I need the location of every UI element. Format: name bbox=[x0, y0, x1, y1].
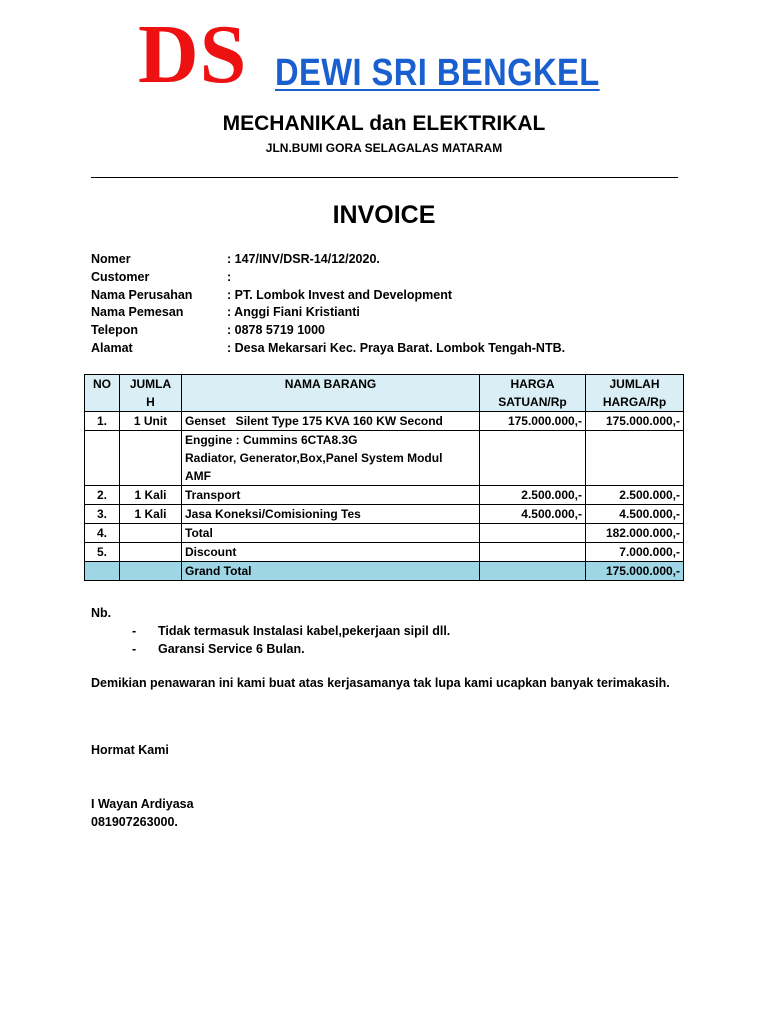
cell-no: 3. bbox=[85, 505, 120, 524]
header-divider bbox=[91, 177, 678, 178]
document-title: INVOICE bbox=[332, 201, 436, 229]
table-row bbox=[85, 431, 684, 486]
info-labels bbox=[91, 251, 192, 358]
cell-item: Genset Silent Type 175 KVA 160 KW Second bbox=[182, 412, 480, 431]
cell-no bbox=[85, 562, 120, 581]
cell-qty bbox=[120, 524, 182, 543]
cell-price bbox=[480, 562, 586, 581]
info-label-nomer: Nomer bbox=[91, 252, 131, 266]
cell-qty bbox=[120, 562, 182, 581]
cell-no: 1. bbox=[85, 412, 120, 431]
col-header-total: JUMLAH HARGA/Rp bbox=[586, 375, 684, 412]
list-item bbox=[132, 622, 450, 640]
company-name: DEWI SRI BENGKEL bbox=[275, 52, 600, 94]
invoice-table bbox=[84, 374, 684, 581]
cell-qty: 1 Kali bbox=[120, 486, 182, 505]
table-row bbox=[85, 412, 684, 431]
signer-phone: 081907263000. bbox=[91, 815, 178, 829]
cell-total bbox=[586, 431, 684, 486]
cell-total: 182.000.000,- bbox=[586, 524, 684, 543]
cell-total: 7.000.000,- bbox=[586, 543, 684, 562]
info-label-customer: Customer bbox=[91, 269, 150, 284]
cell-total: 175.000.000,- bbox=[586, 412, 684, 431]
info-label-address: Alamat bbox=[91, 340, 133, 355]
bullet-dash: - bbox=[132, 624, 137, 638]
col-header-price: HARGA SATUAN/Rp bbox=[480, 375, 586, 412]
info-value-phone: : 0878 5719 1000 bbox=[227, 323, 326, 338]
cell-item: Grand Total bbox=[182, 562, 480, 581]
cell-price: 2.500.000,- bbox=[480, 486, 586, 505]
col-header-qty: JUMLA H bbox=[120, 375, 182, 412]
company-subtitle: MECHANIKAL dan ELEKTRIKAL bbox=[222, 112, 546, 135]
bullet-dash: - bbox=[132, 642, 137, 656]
info-value-orderer: : Anggi Fiani Kristianti bbox=[227, 305, 360, 320]
list-item bbox=[132, 640, 450, 658]
cell-item: Transport bbox=[182, 486, 480, 505]
table-header-row bbox=[85, 375, 684, 412]
cell-no: 4. bbox=[85, 524, 120, 543]
cell-item: Total bbox=[182, 524, 480, 543]
cell-qty bbox=[120, 543, 182, 562]
company-logo: DS bbox=[138, 8, 248, 101]
info-label-phone: Telepon bbox=[91, 323, 138, 338]
cell-total: 4.500.000,- bbox=[586, 505, 684, 524]
notes-title: Nb. bbox=[91, 606, 112, 620]
info-value-company: : PT. Lombok Invest and Development bbox=[227, 287, 453, 302]
cell-qty: 1 Unit bbox=[120, 412, 182, 431]
signature-regards: Hormat Kami bbox=[91, 743, 169, 757]
cell-price: 175.000.000,- bbox=[480, 412, 586, 431]
col-header-item: NAMA BARANG bbox=[182, 375, 480, 412]
info-value-address: : Desa Mekarsari Kec. Praya Barat. Lombok Tengah-NTB. bbox=[227, 340, 566, 355]
cell-price: 4.500.000,- bbox=[480, 505, 586, 524]
note-text: Tidak termasuk Instalasi kabel,pekerjaan sipil dll. bbox=[158, 624, 451, 638]
info-label-orderer: Nama Pemesan bbox=[91, 305, 184, 320]
cell-item: Jasa Koneksi/Comisioning Tes bbox=[182, 505, 480, 524]
cell-price bbox=[480, 543, 586, 562]
cell-price bbox=[480, 431, 586, 486]
table-row-total bbox=[85, 524, 684, 543]
info-label-company: Nama Perusahan bbox=[91, 287, 193, 302]
cell-price bbox=[480, 524, 586, 543]
closing-paragraph: Demikian penawaran ini kami buat atas kerjasamanya tak lupa kami ucapkan banyak terimakasih. bbox=[91, 676, 670, 690]
cell-no bbox=[85, 431, 120, 486]
item-spec-line: Radiator, Generator,Box,Panel System Modul bbox=[185, 451, 443, 465]
table-row-discount bbox=[85, 543, 684, 562]
notes-list bbox=[132, 622, 450, 658]
cell-qty: 1 Kali bbox=[120, 505, 182, 524]
info-value-customer: : bbox=[227, 269, 232, 284]
note-text: Garansi Service 6 Bulan. bbox=[158, 642, 305, 656]
info-values bbox=[227, 251, 565, 358]
item-spec-line: Enggine : Cummins 6CTA8.3G bbox=[185, 433, 358, 447]
table-row bbox=[85, 486, 684, 505]
cell-total: 175.000.000,- bbox=[586, 562, 684, 581]
cell-no: 2. bbox=[85, 486, 120, 505]
company-address: JLN.BUMI GORA SELAGALAS MATARAM bbox=[265, 141, 503, 155]
cell-item: Discount bbox=[182, 543, 480, 562]
cell-no: 5. bbox=[85, 543, 120, 562]
table-row-grand-total bbox=[85, 562, 684, 581]
signer-name: I Wayan Ardiyasa bbox=[91, 797, 194, 811]
cell-item bbox=[182, 431, 480, 486]
info-value-nomer: : 147/INV/DSR-14/12/2020. bbox=[227, 252, 380, 266]
table-row bbox=[85, 505, 684, 524]
cell-qty bbox=[120, 431, 182, 486]
item-spec-line: AMF bbox=[185, 469, 211, 483]
cell-total: 2.500.000,- bbox=[586, 486, 684, 505]
col-header-no: NO bbox=[85, 375, 120, 412]
